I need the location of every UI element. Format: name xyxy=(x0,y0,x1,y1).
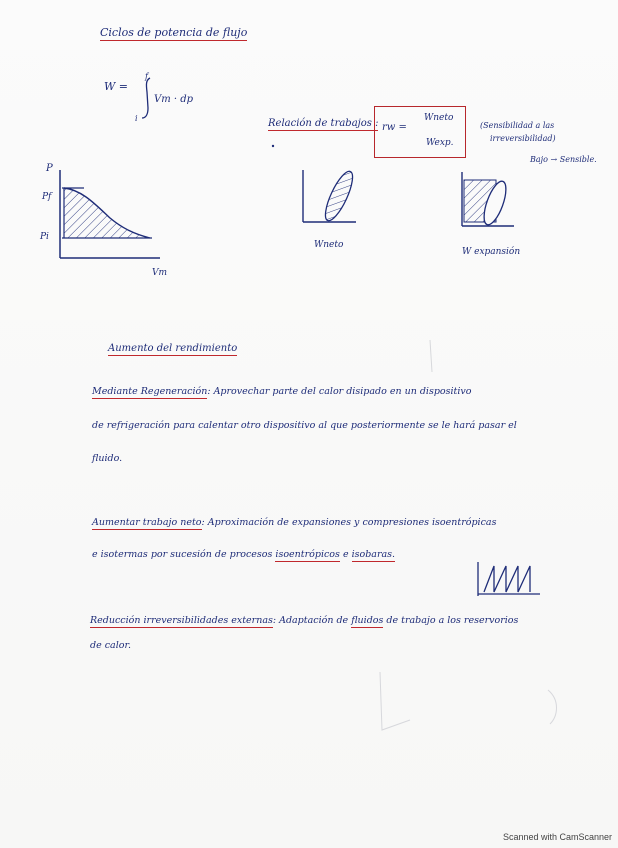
item-regeneracion-line3: fluido. xyxy=(92,453,123,464)
work-formula-integrand: Vm · dp xyxy=(154,94,194,105)
item-regeneracion-line2: de refrigeración para calentar otro dispositivo al que posteriormente se le hará pasar el xyxy=(92,420,517,431)
section-heading: Aumento del rendimiento xyxy=(108,343,238,354)
work-formula-upper-limit: f xyxy=(145,72,148,81)
ratio-denominator: Wexp. xyxy=(426,138,454,148)
work-formula-lower-limit: i xyxy=(135,114,138,123)
sawtooth-sketch-icon xyxy=(478,562,540,596)
ratio-label: Relación de trabajos : xyxy=(268,118,379,129)
camscanner-watermark: Scanned with CamScanner xyxy=(502,832,612,842)
item-regeneracion-label: Mediante Regeneración xyxy=(92,386,208,397)
pv-axis-vm: Vm xyxy=(152,268,168,278)
item-irreversibilidades-line1: Reducción irreversibilidades externas: Adaptación de fluidos de trabajo a los reservorios xyxy=(90,615,519,626)
ratio-symbol: rw = xyxy=(382,122,407,133)
ratio-numerator: Wneto xyxy=(424,113,454,123)
wexp-plot-icon xyxy=(462,172,514,227)
pv-tick-pi: Pi xyxy=(40,232,49,242)
show-through-marks xyxy=(380,340,557,730)
plot-wneto-caption: Wneto xyxy=(314,240,344,250)
item-trabajo-neto-line1: Aumentar trabajo neto: Aproximación de expansiones y compresiones isoentrópicas xyxy=(92,517,497,528)
page-title: Ciclos de potencia de flujo xyxy=(100,26,248,39)
integral-sign-icon xyxy=(142,78,150,118)
item-regeneracion-line1: Mediante Regeneración: Aprovechar parte del calor disipado en un dispositivo xyxy=(92,386,472,397)
item-irreversibilidades-line2: de calor. xyxy=(90,640,131,651)
ratio-note-2: irreversibilidad) xyxy=(490,134,556,143)
item-trabajo-neto-label: Aumentar trabajo neto xyxy=(92,517,202,528)
wneto-plot-icon xyxy=(303,168,358,224)
ratio-note-3: Bajo → Sensible. xyxy=(530,155,597,164)
pv-tick-pf: Pf xyxy=(42,192,52,202)
plot-wexp-caption: W expansión xyxy=(462,247,521,257)
item-irreversibilidades-label: Reducción irreversibilidades externas xyxy=(90,615,273,626)
pv-diagram-icon xyxy=(60,170,160,258)
work-formula-lhs: W = xyxy=(104,80,129,93)
item-trabajo-neto-line2: e isotermas por sucesión de procesos isoentrópicos e isobaras. xyxy=(92,549,396,560)
pv-axis-p: P xyxy=(46,163,53,174)
ratio-note-1: (Sensibilidad a las xyxy=(480,121,555,130)
